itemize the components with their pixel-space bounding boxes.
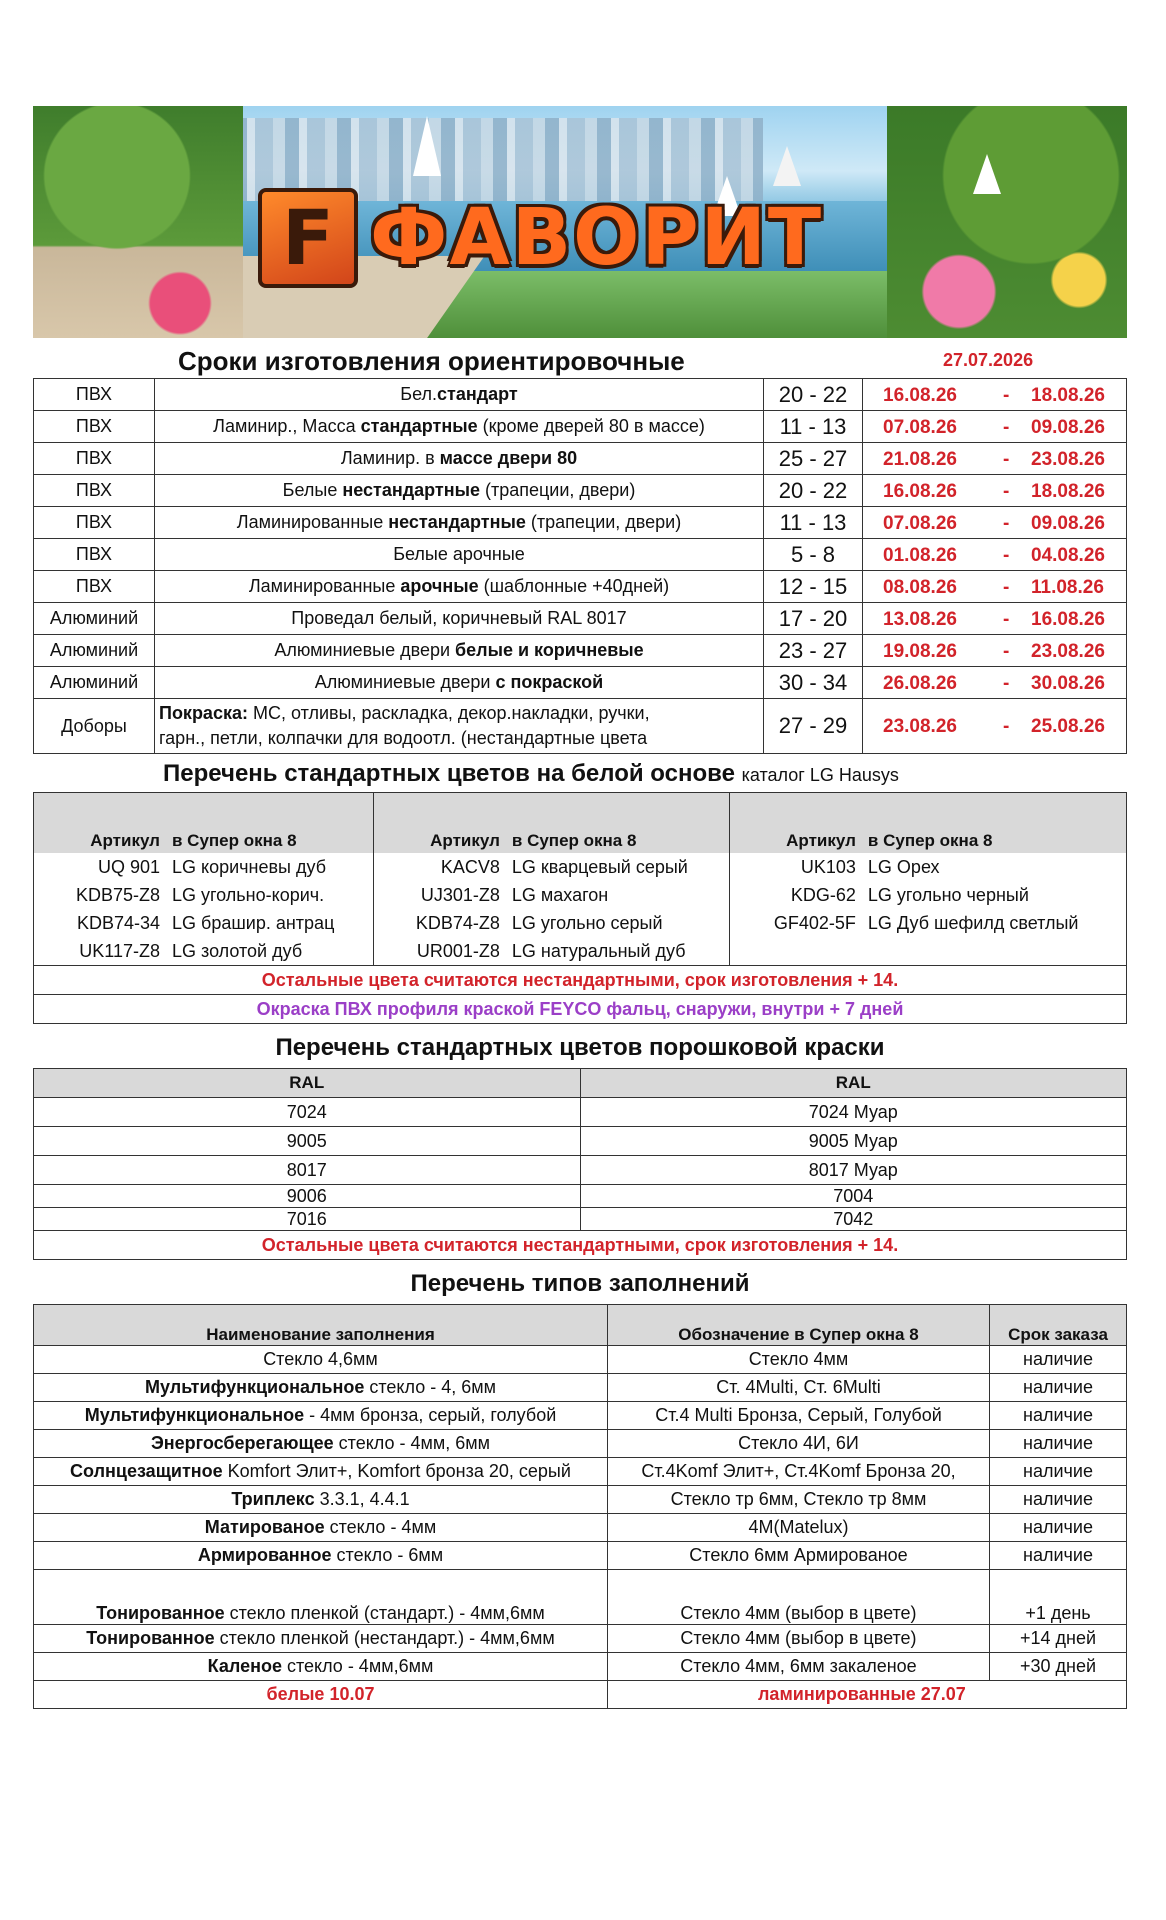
fill-term: наличие xyxy=(990,1542,1127,1570)
fill-header-term: Срок заказа xyxy=(990,1305,1127,1346)
col-header-article: Артикул xyxy=(373,793,506,854)
fill-name xyxy=(34,1653,608,1681)
nonstandard-note: Остальные цвета считаются нестандартными, срок изготовления + 14. xyxy=(34,966,1127,995)
schedule-row xyxy=(34,379,1127,411)
fill-name xyxy=(34,1514,608,1542)
lead-days: 27 - 29 xyxy=(764,699,863,754)
desc-text: Ламинированные xyxy=(248,576,401,596)
fill-name-text: стекло - 4мм,6мм xyxy=(281,1656,434,1676)
schedule-row xyxy=(34,667,1127,699)
date-dash: - xyxy=(1003,449,1010,470)
fill-code: Стекло 4мм (выбор в цвете) xyxy=(608,1570,990,1625)
date-to: 11.08.26 xyxy=(1031,577,1104,598)
desc-text: Алюминиевые двери xyxy=(274,640,456,660)
fill-term: наличие xyxy=(990,1486,1127,1514)
lead-days: 5 - 8 xyxy=(764,539,863,571)
fill-name-bold: Мультифункциональное xyxy=(84,1405,305,1425)
fill-code: Ст. 4Multi, Ст. 6Multi xyxy=(608,1374,990,1402)
fill-row xyxy=(34,1542,1127,1570)
product-type: Алюминий xyxy=(34,667,155,699)
schedule-row xyxy=(34,699,1127,754)
fill-name-bold: Тонированное xyxy=(96,1603,225,1623)
product-desc xyxy=(155,635,764,667)
date-to: 23.08.26 xyxy=(1031,449,1105,470)
fill-code: Стекло тр 6мм, Стекло тр 8мм xyxy=(608,1486,990,1514)
desc-text: Ламинир. в xyxy=(340,448,440,468)
colors-title-text: Перечень стандартных цветов на белой основе xyxy=(163,760,735,787)
date-dash: - xyxy=(1003,385,1010,406)
ral-row xyxy=(34,1185,1127,1208)
ral-code-muar: 9005 Муар xyxy=(580,1127,1127,1156)
price-sheet xyxy=(33,106,1127,1709)
product-type: ПВХ xyxy=(34,379,155,411)
date-from: 07.08.26 xyxy=(883,417,957,438)
lead-days: 11 - 13 xyxy=(764,507,863,539)
fill-name-text: 3.3.1, 4.4.1 xyxy=(314,1489,410,1509)
logo-mark-icon: F xyxy=(258,188,358,288)
desc-bold: массе двери 80 xyxy=(439,448,578,468)
date-from: 16.08.26 xyxy=(883,385,957,406)
fill-name-text: стекло - 4, 6мм xyxy=(364,1377,496,1397)
fill-name-bold: Армированное xyxy=(197,1545,332,1565)
date-dash: - xyxy=(1003,513,1010,534)
fill-row xyxy=(34,1430,1127,1458)
color-article: UR001-Z8 xyxy=(373,937,506,966)
date-dash: - xyxy=(1003,609,1010,630)
desc-text: (трапеции, двери) xyxy=(525,512,682,532)
date-dash: - xyxy=(1003,577,1010,598)
date-dash: - xyxy=(1003,716,1010,737)
date-to: 23.08.26 xyxy=(1031,641,1105,662)
fill-term: +30 дней xyxy=(990,1653,1127,1681)
desc-bold: нестандартные xyxy=(388,512,526,532)
product-desc xyxy=(155,667,764,699)
date-dash: - xyxy=(1003,417,1010,438)
schedule-row xyxy=(34,475,1127,507)
ready-dates xyxy=(863,379,1127,411)
desc-bold: арочные xyxy=(400,576,479,596)
color-name: LG натуральный дуб xyxy=(511,940,686,961)
date-from: 23.08.26 xyxy=(883,716,957,737)
desc-text: (трапеции, двери) xyxy=(479,480,636,500)
fill-name-text: стекло пленкой (нестандарт.) - 4мм,6мм xyxy=(214,1628,555,1648)
ral-table xyxy=(33,1068,1127,1260)
color-name: LG махагон xyxy=(511,884,609,905)
product-type: Алюминий xyxy=(34,635,155,667)
date-to: 16.08.26 xyxy=(1031,609,1105,630)
fill-name xyxy=(34,1486,608,1514)
ral-title: Перечень стандартных цветов порошковой краски xyxy=(275,1034,885,1061)
lead-days: 20 - 22 xyxy=(764,379,863,411)
fill-name-text: стекло пленкой (стандарт.) - 4мм,6мм xyxy=(224,1603,545,1623)
date-to: 30.08.26 xyxy=(1031,673,1105,694)
color-name: LG коричневы дуб xyxy=(172,856,327,877)
date-dash: - xyxy=(1003,481,1010,502)
product-type: ПВХ xyxy=(34,443,155,475)
date-to: 18.08.26 xyxy=(1031,481,1105,502)
ready-dates xyxy=(863,475,1127,507)
color-name: LG угольно-корич. xyxy=(172,884,325,905)
fill-row xyxy=(34,1514,1127,1542)
color-article: KDG-62 xyxy=(729,881,862,909)
fill-name xyxy=(34,1625,608,1653)
product-desc xyxy=(155,699,764,754)
date-from: 16.08.26 xyxy=(883,481,957,502)
fill-term: наличие xyxy=(990,1374,1127,1402)
desc-bold: стандартные xyxy=(360,416,478,436)
schedule-row xyxy=(34,603,1127,635)
color-article: KDB75-Z8 xyxy=(75,884,160,905)
fill-name-bold: Каленое xyxy=(207,1656,282,1676)
feyco-note: Окраска ПВХ профиля краской FEYCO фальц, снаружи, внутри + 7 дней xyxy=(34,995,1127,1024)
fill-term: наличие xyxy=(990,1346,1127,1374)
date-dash: - xyxy=(1003,545,1010,566)
ral-code-muar: 7004 xyxy=(580,1185,1127,1208)
ready-dates xyxy=(863,507,1127,539)
color-article: UQ 901 xyxy=(97,856,160,877)
fill-row xyxy=(34,1458,1127,1486)
date-from: 21.08.26 xyxy=(883,449,957,470)
color-name: LG кварцевый серый xyxy=(511,856,688,877)
schedule-row xyxy=(34,507,1127,539)
desc-bold: нестандартные xyxy=(342,480,480,500)
desc-bold: с покраской xyxy=(495,672,604,692)
date-from: 13.08.26 xyxy=(883,609,957,630)
product-desc xyxy=(155,379,764,411)
fill-name xyxy=(34,1542,608,1570)
color-article: UK117-Z8 xyxy=(79,940,160,961)
ral-header-right: RAL xyxy=(580,1069,1127,1098)
fill-name-text: стекло - 4мм xyxy=(324,1517,437,1537)
lead-days: 23 - 27 xyxy=(764,635,863,667)
color-name: LG Орех xyxy=(867,856,940,877)
brand-logo xyxy=(258,188,823,288)
product-desc xyxy=(155,443,764,475)
park-left-image xyxy=(33,106,243,338)
date-from: 07.08.26 xyxy=(883,513,957,534)
ready-dates xyxy=(863,699,1127,754)
color-article: UK103 xyxy=(729,853,862,881)
product-desc xyxy=(155,603,764,635)
fill-name-bold: Триплекс xyxy=(231,1489,315,1509)
lead-days: 17 - 20 xyxy=(764,603,863,635)
ral-row xyxy=(34,1127,1127,1156)
fill-term: наличие xyxy=(990,1430,1127,1458)
color-name xyxy=(862,937,1127,966)
lead-days: 25 - 27 xyxy=(764,443,863,475)
sailboat-icon xyxy=(413,116,441,176)
color-article: KDB74-Z8 xyxy=(373,909,506,937)
desc-bold: стандарт xyxy=(437,384,518,404)
product-desc xyxy=(155,507,764,539)
desc-text: (шаблонные +40дней) xyxy=(478,576,670,596)
foot-white: белые 10.07 xyxy=(34,1681,608,1709)
color-row xyxy=(34,909,1127,937)
date-from: 08.08.26 xyxy=(883,577,957,598)
fill-table xyxy=(33,1304,1127,1709)
schedule-header xyxy=(33,338,1127,378)
color-article: KDB74-34 xyxy=(76,912,160,933)
fill-name xyxy=(34,1570,608,1625)
date-from: 01.08.26 xyxy=(883,545,957,566)
fill-name-text: Komfort Элит+, Komfort бронза 20, серый xyxy=(222,1461,571,1481)
fill-row xyxy=(34,1374,1127,1402)
color-name: LG золотой дуб xyxy=(172,940,303,961)
date-from: 19.08.26 xyxy=(883,641,957,662)
ral-code-muar: 8017 Муар xyxy=(580,1156,1127,1185)
desc-text: гарн., петли, колпачки для водоотл. (нестандартные цвета xyxy=(159,728,648,748)
fill-code: Стекло 4мм, 6мм закаленое xyxy=(608,1653,990,1681)
color-article xyxy=(729,937,862,966)
product-type: ПВХ xyxy=(34,507,155,539)
ral-code: 9006 xyxy=(34,1185,581,1208)
fill-header-code: Обозначение в Супер окна 8 xyxy=(608,1305,990,1346)
schedule-row xyxy=(34,635,1127,667)
schedule-row xyxy=(34,539,1127,571)
color-name: LG брашир. антрац xyxy=(172,912,335,933)
date-dash: - xyxy=(1003,641,1010,662)
product-type: ПВХ xyxy=(34,411,155,443)
sailboat-icon xyxy=(773,146,801,186)
ready-dates xyxy=(863,571,1127,603)
desc-text: (кроме дверей 80 в массе) xyxy=(477,416,705,436)
date-dash: - xyxy=(1003,673,1010,694)
fill-name-text: стекло - 6мм xyxy=(331,1545,444,1565)
lead-days: 30 - 34 xyxy=(764,667,863,699)
col-header-name: в Супер окна 8 xyxy=(166,793,373,854)
desc-text: Белые xyxy=(282,480,343,500)
fill-row xyxy=(34,1346,1127,1374)
fill-name-bold: Энергосберегающее xyxy=(150,1433,334,1453)
fill-name-bold: Солнцезащитное xyxy=(70,1461,223,1481)
color-article: KACV8 xyxy=(373,853,506,881)
product-desc xyxy=(155,571,764,603)
ral-code-muar: 7042 xyxy=(580,1208,1127,1231)
fill-name xyxy=(34,1374,608,1402)
schedule-row xyxy=(34,443,1127,475)
color-row xyxy=(34,937,1127,966)
col-header-name: в Супер окна 8 xyxy=(506,793,730,854)
colors-subtitle: каталог LG Hausys xyxy=(741,765,899,785)
ral-row xyxy=(34,1098,1127,1127)
fill-row xyxy=(34,1625,1127,1653)
product-type: ПВХ xyxy=(34,539,155,571)
fill-code: 4М(Matelux) xyxy=(608,1514,990,1542)
product-type: Алюминий xyxy=(34,603,155,635)
ral-row xyxy=(34,1156,1127,1185)
desc-text: Белые арочные xyxy=(393,544,525,564)
fill-term: +1 день xyxy=(990,1570,1127,1625)
schedule-row xyxy=(34,411,1127,443)
date-to: 18.08.26 xyxy=(1031,385,1105,406)
ral-row xyxy=(34,1208,1127,1231)
fill-name xyxy=(34,1430,608,1458)
fill-name-text: стекло - 4мм, 6мм xyxy=(333,1433,491,1453)
desc-bold: Покраска: xyxy=(159,703,248,723)
fill-name-text: - 4мм бронза, серый, голубой xyxy=(304,1405,557,1425)
color-row xyxy=(34,881,1127,909)
col-header-name: в Супер окна 8 xyxy=(862,793,1127,854)
fill-name xyxy=(34,1346,608,1374)
fill-term: +14 дней xyxy=(990,1625,1127,1653)
ral-note: Остальные цвета считаются нестандартными, срок изготовления + 14. xyxy=(34,1231,1127,1260)
desc-text: Алюминиевые двери xyxy=(314,672,496,692)
fill-name xyxy=(34,1458,608,1486)
ready-dates xyxy=(863,603,1127,635)
colors-title xyxy=(163,760,1127,788)
date-to: 25.08.26 xyxy=(1031,716,1105,737)
fill-name-bold: Матированое xyxy=(204,1517,325,1537)
ral-code: 7016 xyxy=(34,1208,581,1231)
ral-code-muar: 7024 Муар xyxy=(580,1098,1127,1127)
desc-text: Ламинир., Масса xyxy=(213,416,361,436)
desc-text: Ламинированные xyxy=(236,512,389,532)
foot-laminated: ламинированные 27.07 xyxy=(608,1681,1127,1709)
product-desc xyxy=(155,475,764,507)
color-name: LG угольно черный xyxy=(867,884,1029,905)
park-right-image xyxy=(887,106,1127,338)
fill-row xyxy=(34,1653,1127,1681)
color-name: LG угольно серый xyxy=(511,912,663,933)
sailboat-icon xyxy=(973,154,1001,194)
fill-row xyxy=(34,1570,1127,1625)
fill-name-bold: Тонированное xyxy=(86,1628,215,1648)
desc-text: Бел. xyxy=(400,384,437,404)
fill-name-text: Стекло 4,6мм xyxy=(263,1349,378,1369)
fill-code: Ст.4 Multi Бронза, Серый, Голубой xyxy=(608,1402,990,1430)
product-desc xyxy=(155,539,764,571)
fill-code: Стекло 6мм Армированое xyxy=(608,1542,990,1570)
product-desc xyxy=(155,411,764,443)
color-name: LG Дуб шефилд светлый xyxy=(867,912,1079,933)
colors-table xyxy=(33,792,1127,1024)
ready-dates xyxy=(863,635,1127,667)
date-to: 09.08.26 xyxy=(1031,417,1105,438)
col-header-article: Артикул xyxy=(729,793,862,854)
ral-code: 9005 xyxy=(34,1127,581,1156)
product-type: ПВХ xyxy=(34,571,155,603)
fill-name xyxy=(34,1402,608,1430)
date-to: 09.08.26 xyxy=(1031,513,1105,534)
fill-row xyxy=(34,1486,1127,1514)
schedule-row xyxy=(34,571,1127,603)
fill-term: наличие xyxy=(990,1402,1127,1430)
lead-days: 20 - 22 xyxy=(764,475,863,507)
fill-code: Стекло 4мм xyxy=(608,1346,990,1374)
product-type: Доборы xyxy=(34,699,155,754)
desc-text: МС, отливы, раскладка, декор.накладки, ручки, xyxy=(247,703,650,723)
ready-dates xyxy=(863,539,1127,571)
fill-title: Перечень типов заполнений xyxy=(410,1270,750,1297)
lead-days: 11 - 13 xyxy=(764,411,863,443)
ready-dates xyxy=(863,667,1127,699)
fill-name-bold: Мультифункциональное xyxy=(145,1377,365,1397)
date-to: 04.08.26 xyxy=(1031,545,1105,566)
product-type: ПВХ xyxy=(34,475,155,507)
desc-text: Проведал белый, коричневый RAL 8017 xyxy=(291,608,627,628)
lead-days: 12 - 15 xyxy=(764,571,863,603)
schedule-table xyxy=(33,378,1127,754)
brand-banner xyxy=(33,106,1127,338)
ral-header-left: RAL xyxy=(34,1069,581,1098)
color-article: UJ301-Z8 xyxy=(373,881,506,909)
col-header-article: Артикул xyxy=(34,793,167,854)
fill-code: Стекло 4мм (выбор в цвете) xyxy=(608,1625,990,1653)
fill-header-name: Наименование заполнения xyxy=(34,1305,608,1346)
color-article: GF402-5F xyxy=(729,909,862,937)
fill-term: наличие xyxy=(990,1514,1127,1542)
schedule-title: Сроки изготовления ориентировочные xyxy=(178,346,685,376)
schedule-date: 27.07.2026 xyxy=(943,350,1034,370)
fill-term: наличие xyxy=(990,1458,1127,1486)
ready-dates xyxy=(863,411,1127,443)
fill-row xyxy=(34,1402,1127,1430)
color-row xyxy=(34,853,1127,881)
fill-code: Ст.4Komf Элит+, Ст.4Komf Бронза 20, xyxy=(608,1458,990,1486)
fill-code: Стекло 4И, 6И xyxy=(608,1430,990,1458)
ral-code: 7024 xyxy=(34,1098,581,1127)
brand-name: ФАВОРИТ xyxy=(370,193,824,283)
ready-dates xyxy=(863,443,1127,475)
date-from: 26.08.26 xyxy=(883,673,957,694)
ral-code: 8017 xyxy=(34,1156,581,1185)
desc-bold: белые и коричневые xyxy=(455,640,644,660)
